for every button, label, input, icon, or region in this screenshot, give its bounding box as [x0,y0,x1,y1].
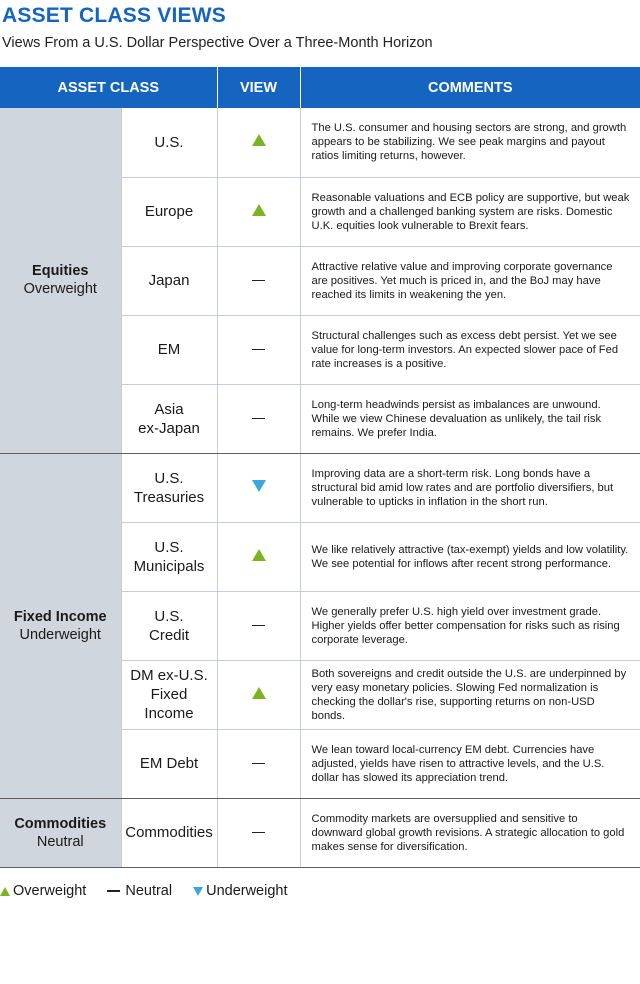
asset-group-name: Fixed Income [13,608,107,625]
view-cell [217,729,300,798]
sub-asset-class: Japan [121,246,217,315]
neutral-icon [252,418,265,420]
sub-asset-class: DM ex-U.S. Fixed Income [121,660,217,729]
legend-label: Overweight [13,883,87,899]
page-title: ASSET CLASS VIEWS [2,4,226,27]
overweight-icon [252,134,266,146]
sub-asset-class: U.S. Municipals [121,522,217,591]
asset-class-table [0,67,640,868]
view-cell [217,591,300,660]
neutral-icon [252,832,265,834]
comment-cell: We lean toward local-currency EM debt. Currencies have adjusted, yields have risen to attractive levels, and the U.S. dollar has slowed its appreciation trend. [300,729,640,798]
neutral-icon [252,763,265,765]
asset-group-cell [0,453,121,798]
view-cell [217,522,300,591]
asset-group-stance: Overweight [23,281,97,298]
comment-cell: Both sovereigns and credit outside the U.S. are underpinned by very easy monetary policies. Slowing Fed normalization is checking the dollar's rise, supporting returns on non-USD bonds. [300,660,640,729]
sub-asset-class: EM [121,315,217,384]
neutral-icon [107,890,120,892]
legend [0,883,309,899]
header-view: VIEW [217,67,300,108]
sub-asset-class: Asia ex-Japan [121,384,217,453]
table-header-row [0,67,640,108]
neutral-icon [252,280,265,282]
view-cell [217,453,300,522]
comment-cell: Reasonable valuations and ECB policy are supportive, but weak growth and a challenged banking system are risks. Domestic U.K. equities look vulnerable to Brexit fears. [300,177,640,246]
neutral-icon [252,349,265,351]
view-cell [217,384,300,453]
sub-asset-class: Europe [121,177,217,246]
comment-cell: Structural challenges such as excess debt persist. Yet we see value for long-term investors. An expected slower pace of Fed rate increases is a positive. [300,315,640,384]
asset-group-cell [0,798,121,867]
comment-cell: Commodity markets are oversupplied and sensitive to downward global growth revisions. A strategic allocation to gold makes sense for diversification. [300,798,640,867]
table-row [0,798,640,867]
legend-label: Neutral [125,883,173,899]
overweight-icon [252,687,266,699]
asset-group-cell [0,108,121,453]
view-cell [217,108,300,177]
page-subtitle: Views From a U.S. Dollar Perspective Over a Three-Month Horizon [2,35,433,51]
view-cell [217,798,300,867]
legend-item-neutral [107,883,172,899]
table-row [0,453,640,522]
asset-group-stance: Underweight [19,626,101,643]
legend-label: Underweight [206,883,288,899]
asset-group-name: Equities [32,263,89,280]
sub-asset-class: EM Debt [121,729,217,798]
asset-group-stance: Neutral [36,833,84,850]
view-cell [217,246,300,315]
overweight-icon [252,549,266,561]
comment-cell: We like relatively attractive (tax-exempt) yields and low volatility. We see potential for inflows after recent strong performance. [300,522,640,591]
legend-item-overweight [0,883,86,899]
underweight-icon [252,480,266,492]
comment-cell: Improving data are a short-term risk. Long bonds have a structural bid amid low rates and are portfolio diversifiers, but vulnerable to upticks in inflation in the short run. [300,453,640,522]
table-row [0,108,640,177]
comment-cell: Long-term headwinds persist as imbalances are unwound. While we view Chinese devaluation as unlikely, the tail risk remains. We prefer India. [300,384,640,453]
view-cell [217,315,300,384]
underweight-icon [193,887,203,896]
view-cell [217,660,300,729]
legend-item-underweight [193,883,287,899]
overweight-icon [252,204,266,216]
header-asset-class: ASSET CLASS [0,67,217,108]
sub-asset-class: Commodities [121,798,217,867]
sub-asset-class: U.S. [121,108,217,177]
view-cell [217,177,300,246]
sub-asset-class: U.S. Treasuries [121,453,217,522]
table-body [0,108,640,867]
sub-asset-class: U.S. Credit [121,591,217,660]
comment-cell: We generally prefer U.S. high yield over investment grade. Higher yields offer better compensation for risks such as rising corporate leverage. [300,591,640,660]
overweight-icon [0,887,10,896]
comment-cell: Attractive relative value and improving corporate governance are positives. Yet much is priced in, and the BoJ may have reached its limits in weakening the yen. [300,246,640,315]
comment-cell: The U.S. consumer and housing sectors are strong, and growth appears to be stabilizing. We see peak margins and payout ratios limiting returns, however. [300,108,640,177]
asset-group-name: Commodities [14,815,107,832]
header-comments: COMMENTS [300,67,640,108]
neutral-icon [252,625,265,627]
